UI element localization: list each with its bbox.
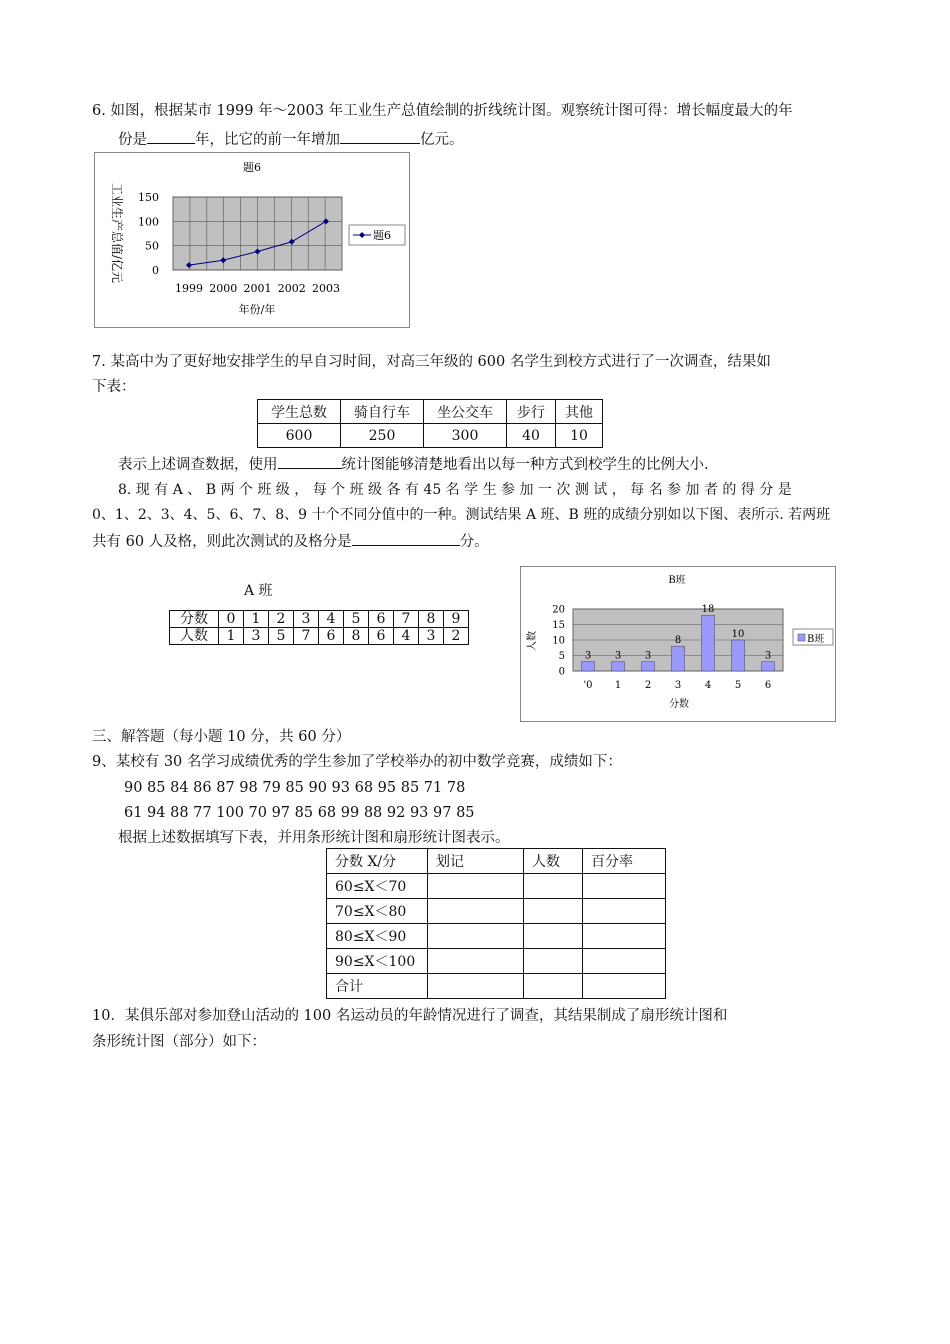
q6-y-tick-label: 150 <box>138 191 159 204</box>
b-bar <box>642 662 655 671</box>
q6-x-tick-label: 1999 <box>175 282 203 295</box>
a-class-score-cell: 5 <box>344 611 369 628</box>
b-x-tick-label: 1 <box>614 680 622 691</box>
b-x-tick-label: 4 <box>704 680 712 691</box>
q9-percent-cell[interactable] <box>583 874 666 899</box>
q9-range-cell: 70≤X＜80 <box>327 899 428 924</box>
a-class-score-cell: 2 <box>269 611 294 628</box>
q6-line2 <box>118 128 464 150</box>
b-data-label: 3 <box>644 650 652 662</box>
q9-count-cell[interactable] <box>524 974 583 999</box>
b-legend <box>793 629 833 645</box>
q8-text-a: 共有 60 人及格，则此次测试的及格分是 <box>92 534 352 550</box>
a-class-count-cell: 7 <box>294 628 319 645</box>
q7-table-value-row <box>258 424 603 448</box>
q9-count-cell[interactable] <box>524 949 583 974</box>
q7-value-cell: 600 <box>258 424 341 448</box>
a-class-count-cell: 6 <box>319 628 344 645</box>
q9-header-cell: 百分率 <box>583 849 666 874</box>
q9-scores-row2: 61 94 88 77 100 70 97 85 68 99 88 92 93 97 85 <box>124 805 475 821</box>
q9-scores-row1: 90 85 84 86 87 98 79 85 90 93 68 95 85 71 78 <box>124 780 466 796</box>
a-class-title: A 班 <box>244 583 273 599</box>
q6-text-b: 年，比它的前一年增加 <box>195 132 340 148</box>
q7-header-cell: 骑自行车 <box>341 400 424 424</box>
q8-line2: 0、1、2、3、4、5、6、7、8、9 十个不同分值中的一种。测试结果 A 班、B 班的成绩分别如以下图、表所示. 若两班 <box>92 507 831 523</box>
q7-after-text-a: 表示上述调查数据，使用 <box>118 457 278 473</box>
b-y-tick-label: 5 <box>558 651 565 662</box>
q6-x-tick-label: 2002 <box>277 282 306 295</box>
q6-y-tick-label: 100 <box>138 215 159 229</box>
b-x-tick-label: '0 <box>583 680 593 691</box>
q9-table-header-row <box>327 849 666 874</box>
a-class-count-cell: 3 <box>244 628 269 645</box>
b-y-ticks <box>552 605 565 678</box>
a-class-count-cell: 1 <box>219 628 244 645</box>
q6-line-chart <box>94 152 410 328</box>
q6-x-tick-label: 2001 <box>243 282 272 295</box>
b-y-tick-label: 20 <box>552 604 565 616</box>
q10-line1: 10．某俱乐部对参加登山活动的 100 名运动员的年龄情况进行了调查，其结果制成了扇形统计图和 <box>92 1008 728 1024</box>
q9-table-row <box>327 949 666 974</box>
a-class-row-label: 人数 <box>170 628 219 645</box>
q9-header-cell: 分数 X/分 <box>327 849 428 874</box>
q8-answer-blank[interactable] <box>352 530 460 546</box>
b-bar <box>612 662 625 671</box>
b-data-label: 3 <box>764 650 772 662</box>
b-x-tick-label: 5 <box>734 680 742 691</box>
q9-tally-cell[interactable] <box>428 924 524 949</box>
q9-percent-cell[interactable] <box>583 949 666 974</box>
q7-header-cell: 步行 <box>507 400 556 424</box>
q9-range-cell: 60≤X＜70 <box>327 874 428 899</box>
q6-x-ticks <box>175 282 340 295</box>
a-class-score-row <box>170 611 469 628</box>
q9-table-row <box>327 874 666 899</box>
q9-total-label: 合计 <box>327 974 428 999</box>
q9-tally-cell[interactable] <box>428 899 524 924</box>
q9-header-cell: 划记 <box>428 849 524 874</box>
a-class-score-cell: 6 <box>369 611 394 628</box>
a-class-score-cell: 1 <box>244 611 269 628</box>
a-class-count-row <box>170 628 469 645</box>
b-bar <box>672 646 685 671</box>
q9-percent-cell[interactable] <box>583 974 666 999</box>
b-class-bar-chart-svg <box>521 567 835 721</box>
q10-line2: 条形统计图（部分）如下： <box>92 1034 266 1050</box>
q9-line1: 9、某校有 30 名学习成绩优秀的学生参加了学校举办的初中数学竞赛，成绩如下： <box>92 754 622 770</box>
b-data-label: 3 <box>584 650 592 662</box>
section3-heading: 三、解答题（每小题 10 分，共 60 分） <box>92 729 351 745</box>
b-data-label: 3 <box>614 650 622 662</box>
q7-answer-blank[interactable] <box>278 453 342 469</box>
b-legend-label: B班 <box>807 634 825 645</box>
b-bar <box>762 662 775 671</box>
b-x-tick-label: 2 <box>644 680 652 691</box>
q9-instruction: 根据上述数据填写下表，并用条形统计图和扇形统计图表示。 <box>118 830 510 846</box>
b-x-axis-label: 分数 <box>669 699 689 710</box>
b-class-bar-chart <box>520 566 836 722</box>
q7-line2: 下表： <box>92 379 136 395</box>
q9-range-cell: 80≤X＜90 <box>327 924 428 949</box>
a-class-count-cell: 6 <box>369 628 394 645</box>
q6-line1: 6. 如图，根据某市 1999 年～2003 年工业生产总值绘制的折线统计图。观察统计图可得：增长幅度最大的年 <box>92 103 793 119</box>
q6-y-axis-label: 工业生产总值/亿元 <box>110 182 124 284</box>
q8-text-b: 分。 <box>459 534 489 550</box>
q9-count-cell[interactable] <box>524 924 583 949</box>
q6-legend <box>349 225 405 245</box>
q7-after-text-b: 统计图能够清楚地看出以每一种方式到校学生的比例大小. <box>341 457 709 473</box>
q6-legend-label: 题6 <box>373 229 391 242</box>
q6-x-tick-label: 2000 <box>209 282 238 295</box>
q6-line-chart-svg <box>95 153 409 327</box>
b-data-label: 8 <box>674 635 682 647</box>
a-class-score-cell: 0 <box>219 611 244 628</box>
a-class-table <box>169 610 469 645</box>
a-class-score-cell: 4 <box>319 611 344 628</box>
q7-table <box>257 399 603 448</box>
q7-value-cell: 10 <box>556 424 603 448</box>
b-y-tick-label: 15 <box>552 620 565 631</box>
q9-percent-cell[interactable] <box>583 924 666 949</box>
a-class-count-cell: 4 <box>394 628 419 645</box>
q7-value-cell: 40 <box>507 424 556 448</box>
q6-x-tick-label: 2003 <box>312 282 340 295</box>
a-class-score-cell: 7 <box>394 611 419 628</box>
q7-value-cell: 300 <box>424 424 507 448</box>
q7-header-cell: 其他 <box>556 400 603 424</box>
q7-header-cell: 学生总数 <box>258 400 341 424</box>
b-data-label: 10 <box>731 629 745 640</box>
q8-line1: 8. 现 有 A 、 B 两 个 班 级 ， 每 个 班 级 各 有 45 名 学 生 参 加 一 次 测 试 ， 每 名 参 加 者 的 得 分 是 <box>118 482 792 498</box>
a-class-count-cell: 2 <box>444 628 469 645</box>
b-x-ticks <box>583 680 771 691</box>
b-y-axis-label: 人数 <box>527 631 538 651</box>
q6-y-ticks <box>138 191 159 277</box>
b-chart-title: B班 <box>668 575 686 586</box>
q9-tally-cell[interactable] <box>428 974 524 999</box>
q7-after <box>118 453 709 475</box>
q6-x-axis-label: 年份/年 <box>238 303 276 316</box>
a-class-row-label: 分数 <box>170 611 219 628</box>
a-class-score-cell: 8 <box>419 611 444 628</box>
q6-chart-title: 题6 <box>243 161 261 174</box>
a-class-count-cell: 5 <box>269 628 294 645</box>
q9-table-total-row <box>327 974 666 999</box>
q6-y-tick-label: 0 <box>152 264 159 277</box>
a-class-score-cell: 3 <box>294 611 319 628</box>
q9-frequency-table <box>326 848 666 999</box>
b-x-tick-label: 3 <box>674 680 682 691</box>
q9-table-row <box>327 924 666 949</box>
q9-tally-cell[interactable] <box>428 949 524 974</box>
b-bar <box>702 615 715 671</box>
q7-value-cell: 250 <box>341 424 424 448</box>
q9-tally-cell[interactable] <box>428 874 524 899</box>
q9-range-cell: 90≤X＜100 <box>327 949 428 974</box>
q6-answer-year-blank[interactable] <box>147 128 195 144</box>
b-y-tick-label: 0 <box>558 666 565 678</box>
b-x-tick-label: 6 <box>764 680 772 691</box>
q6-text-c: 亿元。 <box>420 132 464 148</box>
a-class-count-cell: 8 <box>344 628 369 645</box>
a-class-score-cell: 9 <box>444 611 469 628</box>
q6-answer-amount-blank[interactable] <box>340 128 420 144</box>
q9-percent-cell[interactable] <box>583 899 666 924</box>
b-bar <box>732 640 745 671</box>
q6-text-a: 份是 <box>118 132 147 148</box>
q9-count-cell[interactable] <box>524 874 583 899</box>
q7-line1: 7. 某高中为了更好地安排学生的早自习时间，对高三年级的 600 名学生到校方式进行了一次调查，结果如 <box>92 354 771 370</box>
q7-header-cell: 坐公交车 <box>424 400 507 424</box>
b-data-label: 18 <box>701 604 715 616</box>
b-bar <box>582 662 595 671</box>
q7-table-header-row <box>258 400 603 424</box>
a-class-count-cell: 3 <box>419 628 444 645</box>
b-y-tick-label: 10 <box>552 635 565 647</box>
q6-y-tick-label: 50 <box>145 239 159 253</box>
q9-table-row <box>327 899 666 924</box>
q9-count-cell[interactable] <box>524 899 583 924</box>
q8-line3 <box>92 530 489 552</box>
q9-header-cell: 人数 <box>524 849 583 874</box>
